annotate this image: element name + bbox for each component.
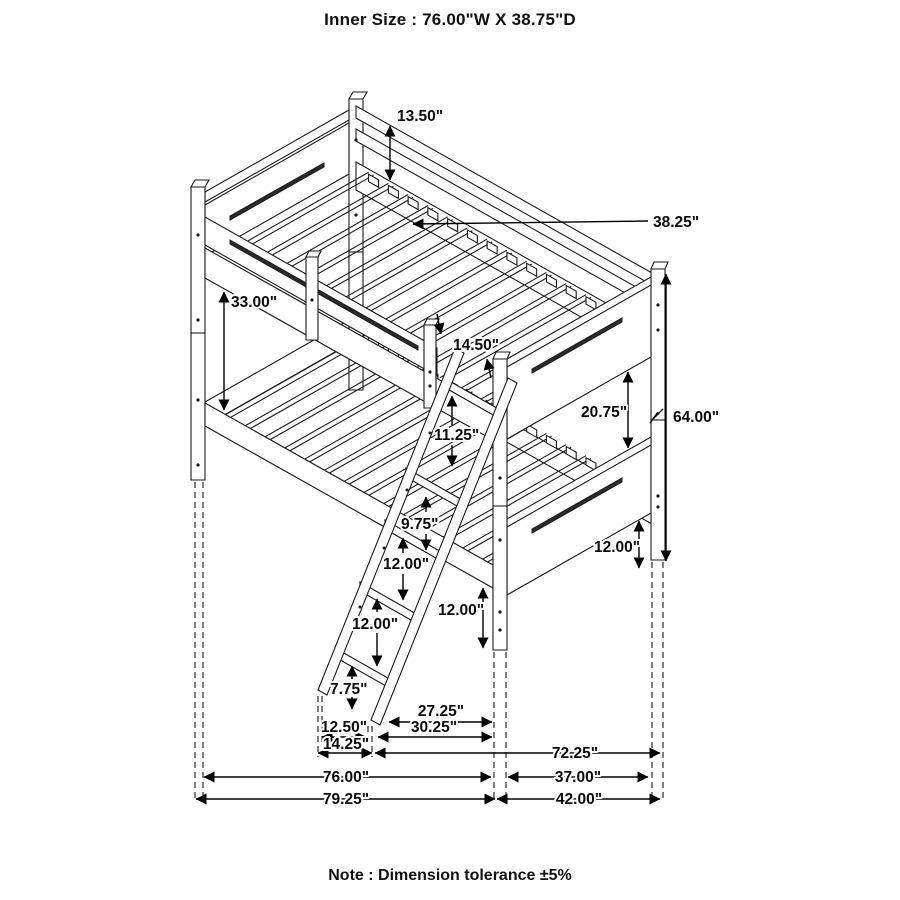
dim-label-rung-gap-top: 11.25" [434,427,480,444]
dim-label-outer-length: 79.25" [322,791,370,808]
dim-label-rung-gap-fourth: 12.00" [352,616,399,633]
guard-post-right [424,325,436,408]
dim-label-outer-depth-span: 42.00" [555,791,603,808]
dim-label-ladder-outer-width: 14.25" [322,736,370,753]
dim-label-ladder-top-offset: 27.25" [417,703,465,720]
dim-label-top-guard-height: 13.50" [397,108,444,125]
dim-label-slat-length: 38.25" [653,214,700,231]
dim-label-inner-depth-span: 37.00" [554,769,602,786]
dim-label-ladder-inner-width: 12.50" [320,719,368,736]
dim-label-rung-gap-third: 12.00" [383,556,430,573]
dim-label-foot-clearance: 12.00" [594,539,641,556]
tolerance-note: Note : Dimension tolerance ±5% [328,867,572,884]
dim-label-rung-gap-second: 9.75" [401,516,439,533]
dim-label-foot-gap: 20.75" [581,404,628,421]
dim-label-post-clearance: 12.00" [438,602,485,619]
dim-label-left-end-gap: 33.00" [231,294,278,311]
dim-label-overall-height: 64.00" [673,409,720,426]
back-guard-rail-mid [356,129,652,308]
dim-label-side-projection: 72.25" [551,745,599,762]
diagram-title: Inner Size : 76.00"W X 38.75"D [324,10,576,29]
dim-label-front-guard-height: 14.50" [453,337,500,354]
dim-label-bottom-rung-height: 7.75" [330,681,368,698]
bed-frame [191,92,668,650]
dim-label-inner-length: 76.00" [322,769,370,786]
dim-label-ladder-base-offset: 30.25" [410,719,458,736]
